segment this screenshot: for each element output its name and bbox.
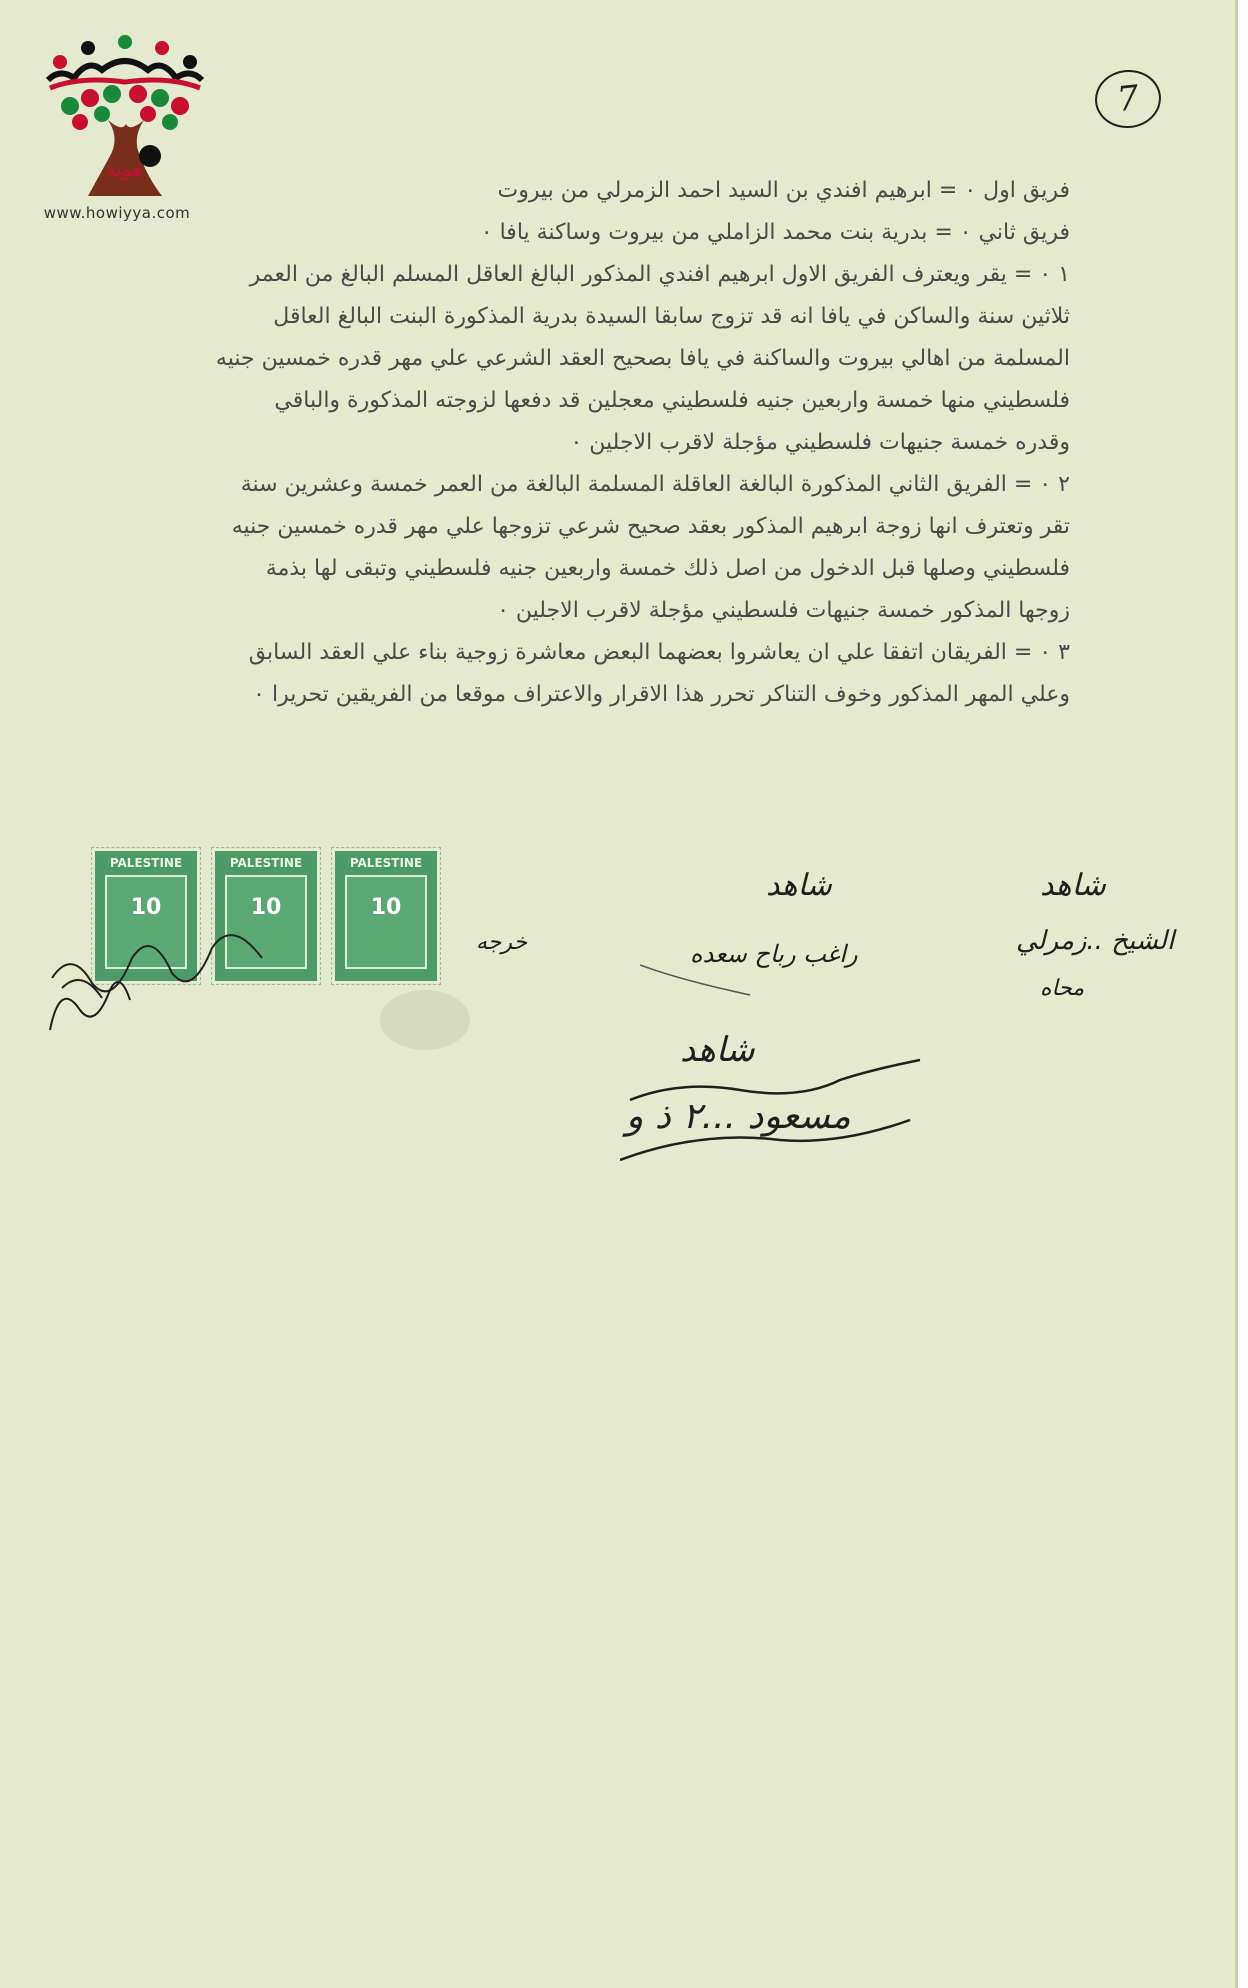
left-signature-strokes <box>40 960 140 1040</box>
signature-strokes <box>620 1040 940 1170</box>
text-line: فلسطيني منها خمسة واربعين جنيه فلسطيني معجلين قد دفعها لزوجته المذكورة والباقي <box>274 388 1070 413</box>
witness-2-title: شاهد <box>1040 868 1106 903</box>
text-line: وعلي المهر المذكور وخوف التناكر تحرر هذا الاقرار والاعتراف موقعا من الفريقين تحريرا ٠ <box>253 682 1070 707</box>
svg-text:هوية: هوية <box>105 157 143 181</box>
text-line: المسلمة من اهالي بيروت والساكنة في يافا بصحيح العقد الشرعي علي مهر قدره خمسين جنيه <box>215 346 1070 371</box>
document-body <box>80 170 1070 716</box>
revenue-stamp <box>332 848 440 984</box>
stamp-value: 10 <box>250 895 282 920</box>
witness-3-title: شاهد <box>680 1030 755 1070</box>
revenue-stamps <box>92 848 452 984</box>
logo-url: www.howiyya.com <box>43 204 191 222</box>
stamp-country: PALESTINE <box>229 856 303 870</box>
witness-1-name: راغب رباح سعده <box>690 940 858 968</box>
witness-2-extra: محاه <box>1040 976 1085 1001</box>
text-line: زوجها المذكور خمسة جنيهات فلسطيني مؤجلة لاقرب الاجلين ٠ <box>497 598 1070 623</box>
text-line: ثلاثين سنة والساكن في يافا انه قد تزوج سابقا السيدة بدرية المذكورة البنت البالغ العاقل <box>273 304 1070 329</box>
logo-canopy <box>61 85 189 130</box>
page-number: 7 <box>1092 67 1164 132</box>
pen-stroke <box>640 960 760 1000</box>
text-line: وقدره خمسة جنيهات فلسطيني مؤجلة لاقرب الاجلين ٠ <box>570 430 1070 455</box>
witness-2-name: الشيخ ..زمرلي <box>1016 926 1175 956</box>
stamp-country: PALESTINE <box>109 856 183 870</box>
witness-1-title: شاهد <box>766 868 832 903</box>
stamp-value: 10 <box>130 895 162 920</box>
text-line: فلسطيني وصلها قبل الدخول من اصل ذلك خمسة واربعين جنيه فلسطيني وتبقى لها بذمة <box>265 556 1070 581</box>
text-line: ٢ ٠ = الفريق الثاني المذكورة البالغة العاقلة المسلمة البالغة من العمر خمسة وعشرين سنة <box>240 472 1070 497</box>
stamp-country: PALESTINE <box>349 856 423 870</box>
text-line: ٣ ٠ = الفريقان اتفقا علي ان يعاشروا بعضهما البعض معاشرة زوجية بناء علي العقد السابق <box>248 640 1070 665</box>
logo-figures <box>48 35 202 88</box>
witness-3-name: مسعود ...٢ ذ و <box>626 1096 851 1137</box>
text-line: فريق اول ٠ = ابرهيم افندي بن السيد احمد الزمرلي من بيروت <box>497 178 1070 203</box>
stamp-value: 10 <box>370 895 402 920</box>
text-line: ١ ٠ = يقر ويعترف الفريق الاول ابرهيم افندي المذكور البالغ العاقل المسلم البالغ من العمر <box>249 262 1070 287</box>
mark-label: خرجه <box>476 930 528 955</box>
text-line: تقر وتعترف انها زوجة ابرهيم المذكور بعقد صحيح شرعي تزوجها علي مهر قدره خمسين جنيه <box>231 514 1070 539</box>
text-line: فريق ثاني ٠ = بدرية بنت محمد الزاملي من بيروت وساكنة يافا ٠ <box>480 220 1070 245</box>
paper-smudge <box>380 990 470 1050</box>
